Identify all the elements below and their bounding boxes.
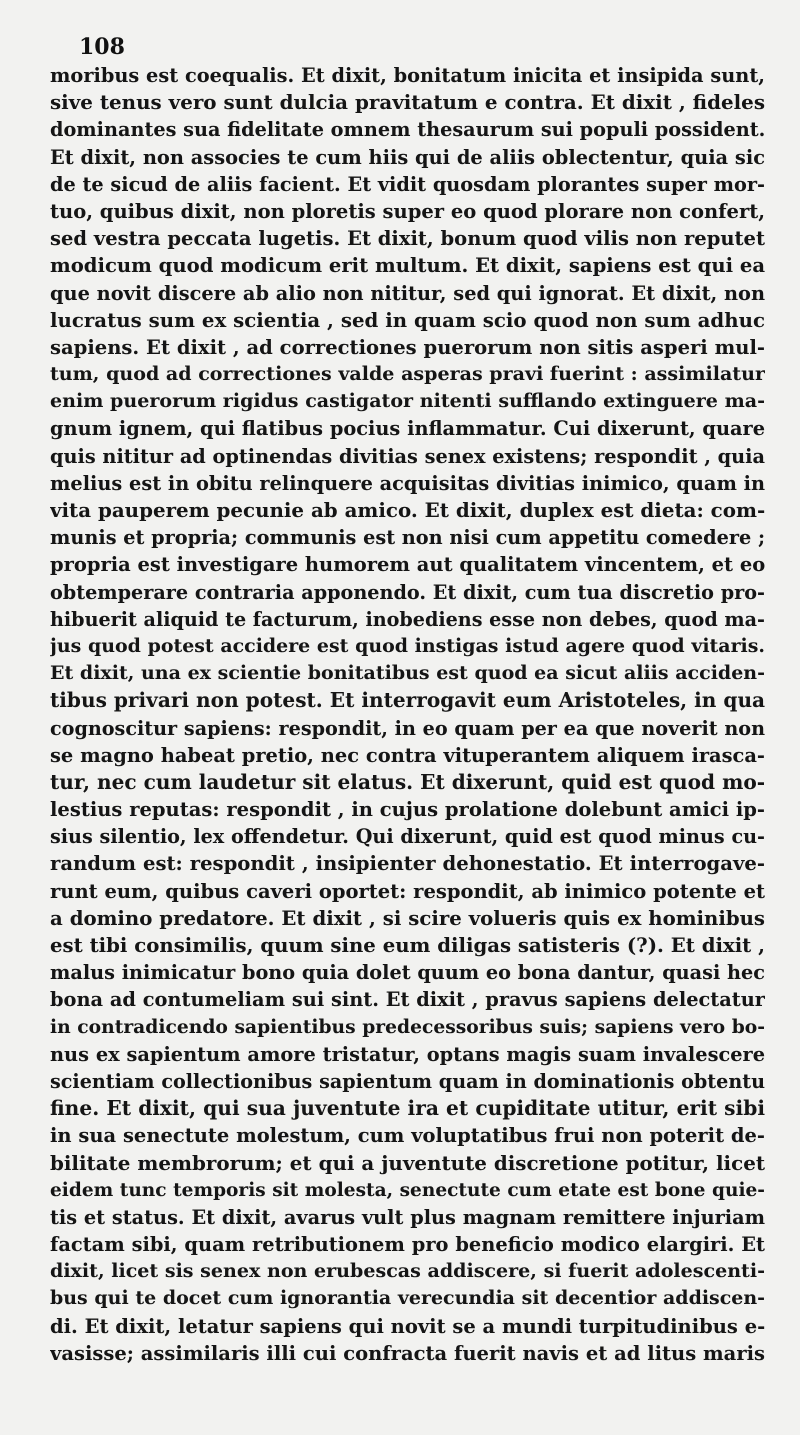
text-line: se magno habeat pretio, nec contra vituperantem aliquem irasca- (50, 743, 765, 767)
text-line: randum est: respondit , insipienter dehonestatio. Et interrogave- (50, 852, 765, 876)
text-line: propria est investigare humorem aut qualitatem vincentem, et eo (50, 553, 765, 577)
text-line: factam sibi, quam retributionem pro beneficio modico elargiri. Et (50, 1233, 765, 1257)
text-line: tibus privari non potest. Et interrogavit eum Aristoteles, in qua (50, 688, 765, 713)
text-line: moribus est coequalis. Et dixit, bonitatum inicita et insipida sunt, (50, 64, 765, 87)
text-line: de te sicud de aliis facient. Et vidit quosdam plorantes super mor- (50, 172, 765, 196)
text-line: sius silentio, lex offendetur. Qui dixerunt, quid est quod minus cu- (50, 825, 765, 849)
text-line: Et dixit, una ex scientie bonitatibus est quod ea sicut aliis acciden- (50, 662, 765, 685)
text-line: enim puerorum rigidus castigator nitenti sufflando extinguere ma- (50, 390, 765, 413)
text-line: tis et status. Et dixit, avarus vult plus magnam remittere injuriam (50, 1205, 765, 1229)
text-line: malus inimicatur bono quia dolet quum eo bona dantur, quasi hec (50, 961, 765, 985)
text-line: obtemperare contraria apponendo. Et dixit, cum tua discretio pro- (50, 580, 765, 604)
text-line: gnum ignem, qui flatibus pocius inflammatur. Cui dixerunt, quare (50, 417, 765, 441)
text-line: melius est in obitu relinquere acquisitas divitias inimico, quam in (50, 471, 765, 495)
text-line: vita pauperem pecunie ab amico. Et dixit, duplex est dieta: com- (50, 498, 765, 522)
text-line: scientiam collectionibus sapientum quam in dominationis obtentu (50, 1069, 765, 1093)
text-line: bona ad contumeliam sui sint. Et dixit , pravus sapiens delectatur (50, 988, 765, 1012)
text-line: que novit discere ab alio non nititur, sed qui ignorat. Et dixit, non (50, 281, 765, 305)
page-number: 108 (79, 34, 125, 60)
text-line: sapiens. Et dixit , ad correctiones puerorum non sitis asperi mul- (50, 335, 765, 359)
text-line: tum, quod ad correctiones valde asperas pravi fuerint : assimilatur (50, 363, 765, 386)
text-line: est tibi consimilis, quum sine eum diligas satisteris (?). Et dixit , (50, 934, 765, 957)
text-line: eidem tunc temporis sit molesta, senectute cum etate est bone quie- (50, 1179, 765, 1201)
text-line: bus qui te docet cum ignorantia verecundia sit decentior addiscen- (50, 1287, 765, 1310)
text-line: tur, nec cum laudetur sit elatus. Et dixerunt, quid est quod mo- (50, 769, 765, 794)
text-line: sive tenus vero sunt dulcia pravitatum e contra. Et dixit , fideles (50, 90, 765, 115)
text-line: in sua senectute molestum, cum voluptatibus frui non poterit de- (50, 1124, 765, 1148)
text-line: di. Et dixit, letatur sapiens qui novit se a mundi turpitudinibus e- (50, 1314, 765, 1338)
text-line: dominantes sua fidelitate omnem thesaurum sui populi possident. (50, 118, 765, 142)
text-line: a domino predatore. Et dixit , si scire volueris quis ex hominibus (50, 906, 765, 930)
text-line: munis et propria; communis est non nisi cum appetitu comedere ; (50, 526, 765, 550)
text-line: lucratus sum ex scientia , sed in quam scio quod non sum adhuc (50, 307, 765, 332)
text-line: fine. Et dixit, qui sua juventute ira et cupiditate utitur, erit sibi (50, 1096, 765, 1121)
text-line: hibuerit aliquid te facturum, inobediens esse non debes, quod ma- (50, 607, 765, 631)
text-line: dixit, licet sis senex non erubescas addiscere, si fuerit adolescenti- (50, 1260, 765, 1283)
text-line: lestius reputas: respondit , in cujus prolatione dolebunt amici ip- (50, 798, 765, 822)
body-text (50, 62, 765, 1367)
text-line: tuo, quibus dixit, non ploretis super eo quod plorare non confert, (50, 199, 765, 223)
text-line: nus ex sapientum amore tristatur, optans magis suam invalescere (50, 1042, 765, 1066)
text-line: runt eum, quibus caveri oportet: respondit, ab inimico potente et (50, 879, 765, 903)
text-line: cognoscitur sapiens: respondit, in eo quam per ea que noverit non (50, 716, 765, 740)
text-line: bilitate membrorum; et qui a juventute discretione potitur, licet (50, 1150, 765, 1175)
text-line: quis nititur ad optinendas divitias senex existens; respondit , quia (50, 444, 765, 468)
text-line: modicum quod modicum erit multum. Et dixit, sapiens est qui ea (50, 254, 765, 278)
text-line: sed vestra peccata lugetis. Et dixit, bonum quod vilis non reputet (50, 227, 765, 251)
text-line: vasisse; assimilaris illi cui confracta fuerit navis et ad litus maris (50, 1341, 765, 1365)
text-line: jus quod potest accidere est quod instigas istud agere quod vitaris. (50, 634, 765, 657)
text-line: Et dixit, non associes te cum hiis qui de aliis oblectentur, quia sic (50, 145, 765, 169)
text-line: in contradicendo sapientibus predecessoribus suis; sapiens vero bo- (50, 1015, 765, 1038)
